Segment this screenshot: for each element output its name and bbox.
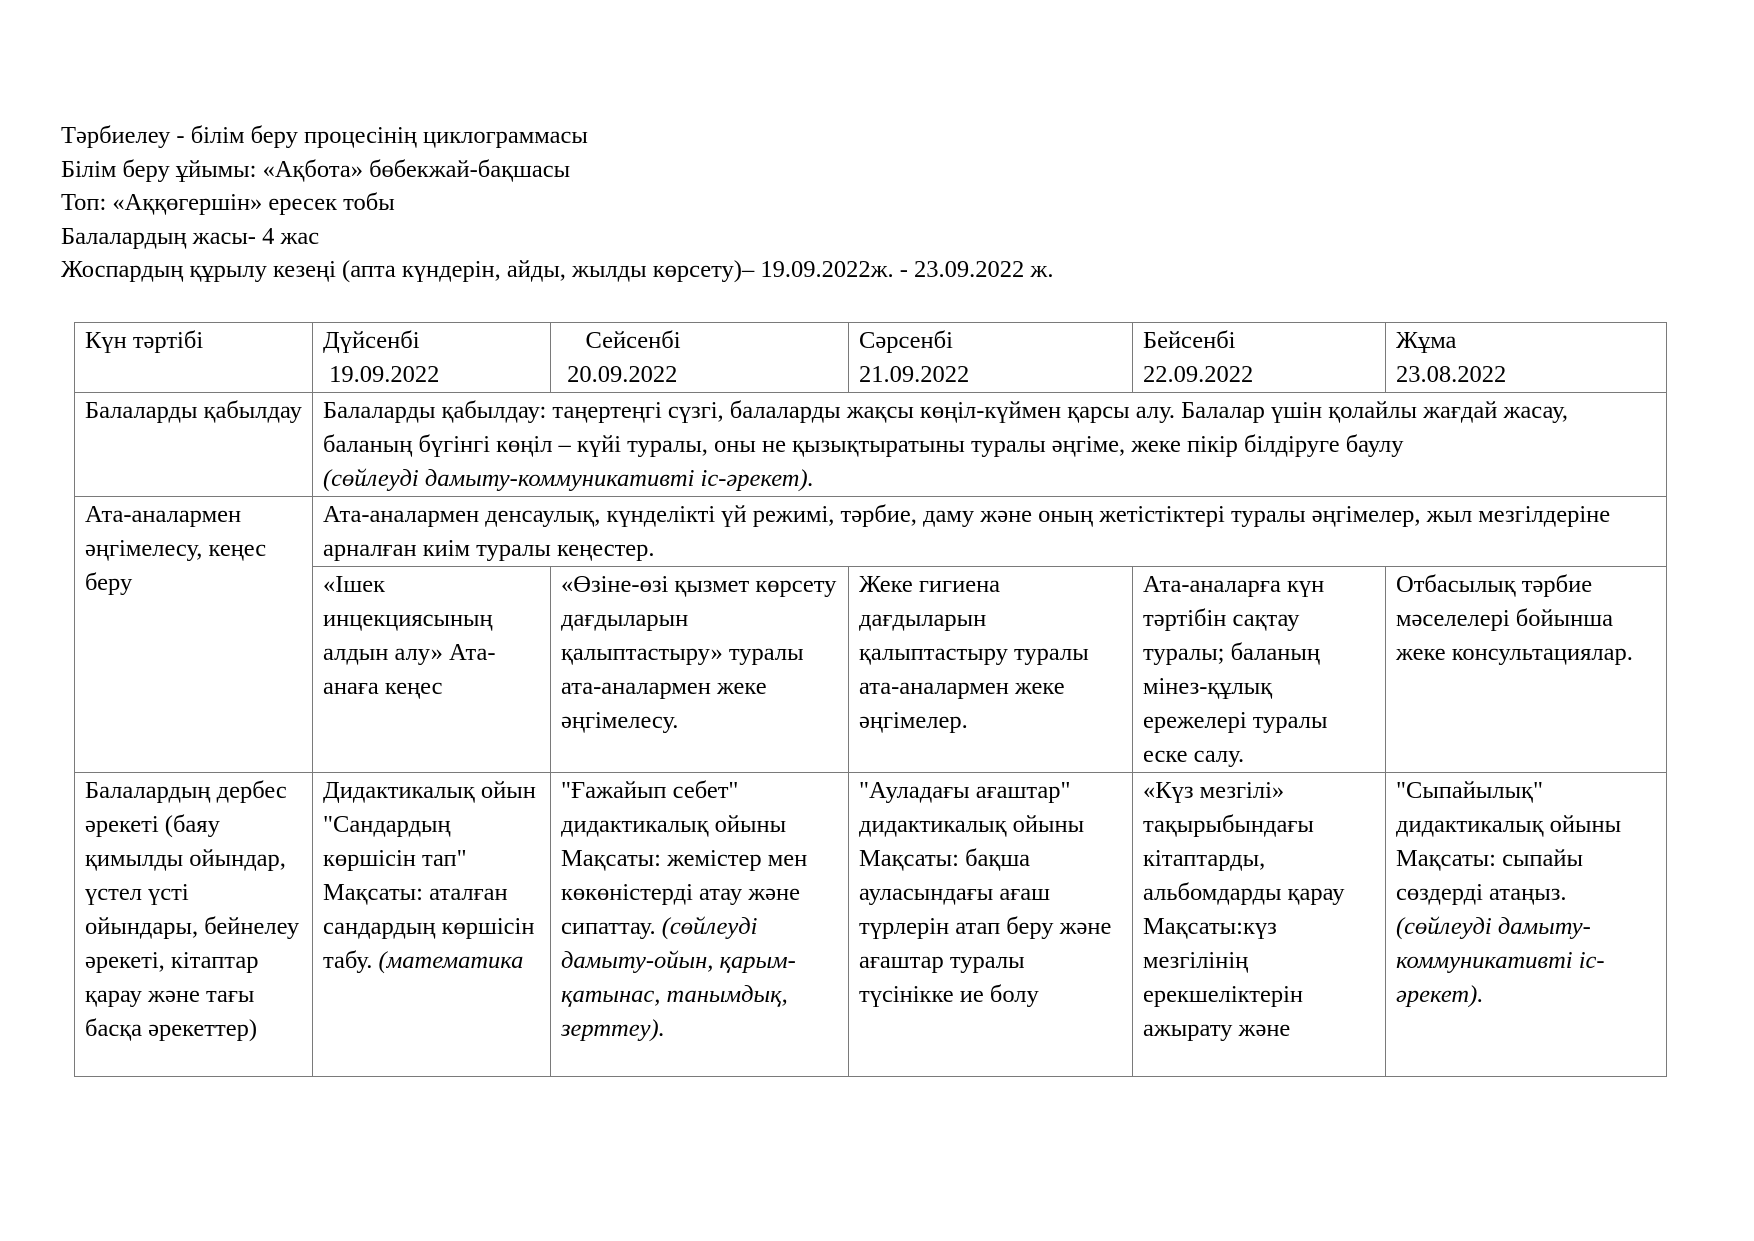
cyclogram-table xyxy=(74,322,1667,1077)
activity-cell-tuesday xyxy=(551,773,849,1077)
activity-text-thursday: «Күз мезгілі» тақырыбындағы кітаптарды, альбомдарды қарау Мақсаты:күз мезгілінің ерекшеліктерін ажырату және xyxy=(1143,777,1345,1042)
organization-line: Білім беру ұйымы: «Ақбота» бөбекжай-бақшасы xyxy=(61,155,571,183)
day-header-thursday: Бейсенбі 22.09.2022 xyxy=(1133,323,1386,393)
day-header-wednesday: Сәрсенбі 21.09.2022 xyxy=(849,323,1133,393)
reception-label: Балаларды қабылдау xyxy=(75,393,313,497)
document-title: Тәрбиелеу - білім беру процесінің циклограммасы xyxy=(61,122,588,149)
day-header-monday: Дүйсенбі 19.09.2022 xyxy=(313,323,551,393)
activity-cell-thursday xyxy=(1133,773,1386,1077)
activity-note-friday: (сөйлеуді дамыту-коммуникативті іс-әрекет). xyxy=(1396,913,1605,1008)
period-line: Жоспардың құрылу кезеңі (апта күндерін, айды, жылды көрсету)– 19.09.2022ж. - 23.09.2022 ж. xyxy=(61,256,1054,283)
activity-text-tuesday: "Ғажайып себет" дидактикалық ойыны Мақсаты: жемістер мен көкөністерді атау және сипаттау. xyxy=(561,777,808,940)
activity-label-text: Балалардың дербес әрекеті (баяу қимылды ойындар, үстел үсті ойындары, бейнелеу әрекеті, кітаптар қарау және тағы басқа әрекеттер) xyxy=(85,777,300,1042)
parents-cell-wednesday: Жеке гигиена дағдыларын қалыптастыру туралы ата-аналармен жеке әңгімелер. xyxy=(849,567,1133,773)
activity-label xyxy=(75,773,313,1077)
parents-daily-row xyxy=(75,567,1667,773)
reception-text-cell xyxy=(313,393,1667,497)
activity-cell-friday xyxy=(1386,773,1667,1077)
activity-text-monday: Дидактикалық ойын "Сандардың көршісін тап" Мақсаты: аталған сандардың көршісін табу. xyxy=(323,777,536,974)
reception-text: Балаларды қабылдау: таңертеңгі сүзгі, балаларды жақсы көңіл-күймен қарсы алу. Балалар үшін қолайлы жағдай жасау, баланың бүгінгі көңіл – күйі туралы, оны не қызықтыратыны туралы әңгіме, жеке пікір білдіруге баулу xyxy=(323,397,1569,458)
activity-text-wednesday: "Ауладағы ағаштар" дидактикалық ойыны Мақсаты: бақша ауласындағы ағаш түрлерін атап беру және ағаштар туралы түсінікке ие болу xyxy=(859,777,1112,1008)
parents-row xyxy=(75,497,1667,567)
corner-cell: Күн тәртібі xyxy=(75,323,313,393)
reception-row xyxy=(75,393,1667,497)
group-line: Топ: «Аққөгершін» ересек тобы xyxy=(61,189,395,216)
document-header xyxy=(61,119,1053,287)
activity-note-monday: (математика xyxy=(378,947,524,974)
day-header-friday: Жұма 23.08.2022 xyxy=(1386,323,1667,393)
reception-note: (сөйлеуді дамыту-коммуникативті іс-әрекет). xyxy=(323,465,814,492)
activity-note-tuesday: (сөйлеуді дамыту-ойын, қарым-қатынас, танымдық, зерттеу). xyxy=(561,913,796,1042)
activity-row xyxy=(75,773,1667,1077)
parents-label: Ата-аналармен әңгімелесу, кеңес беру xyxy=(75,497,313,773)
parents-cell-tuesday: «Өзіне-өзі қызмет көрсету дағдыларын қалыптастыру» туралы ата-аналармен жеке әңгімелесу. xyxy=(551,567,849,773)
day-header-tuesday: Сейсенбі 20.09.2022 xyxy=(551,323,849,393)
activity-cell-monday xyxy=(313,773,551,1077)
parents-cell-friday: Отбасылық тәрбие мәселелері бойынша жеке консультациялар. xyxy=(1386,567,1667,773)
parents-text: Ата-аналармен денсаулық, күнделікті үй режимі, тәрбие, даму және оның жетістіктері туралы әңгімелер, жыл мезгілдеріне арналған киім туралы кеңестер. xyxy=(313,497,1667,567)
parents-cell-monday: «Ішек инцекциясының алдын алу» Ата-анаға кеңес xyxy=(313,567,551,773)
table-header-row xyxy=(75,323,1667,393)
activity-cell-wednesday xyxy=(849,773,1133,1077)
parents-cell-thursday: Ата-аналарға күн тәртібін сақтау туралы; баланың мінез-құлық ережелері туралы еске салу. xyxy=(1133,567,1386,773)
age-line: Балалардың жасы- 4 жас xyxy=(61,222,320,250)
activity-text-friday: "Сыпайылық" дидактикалық ойыны Мақсаты: сыпайы сөздерді атаңыз. xyxy=(1396,777,1622,906)
